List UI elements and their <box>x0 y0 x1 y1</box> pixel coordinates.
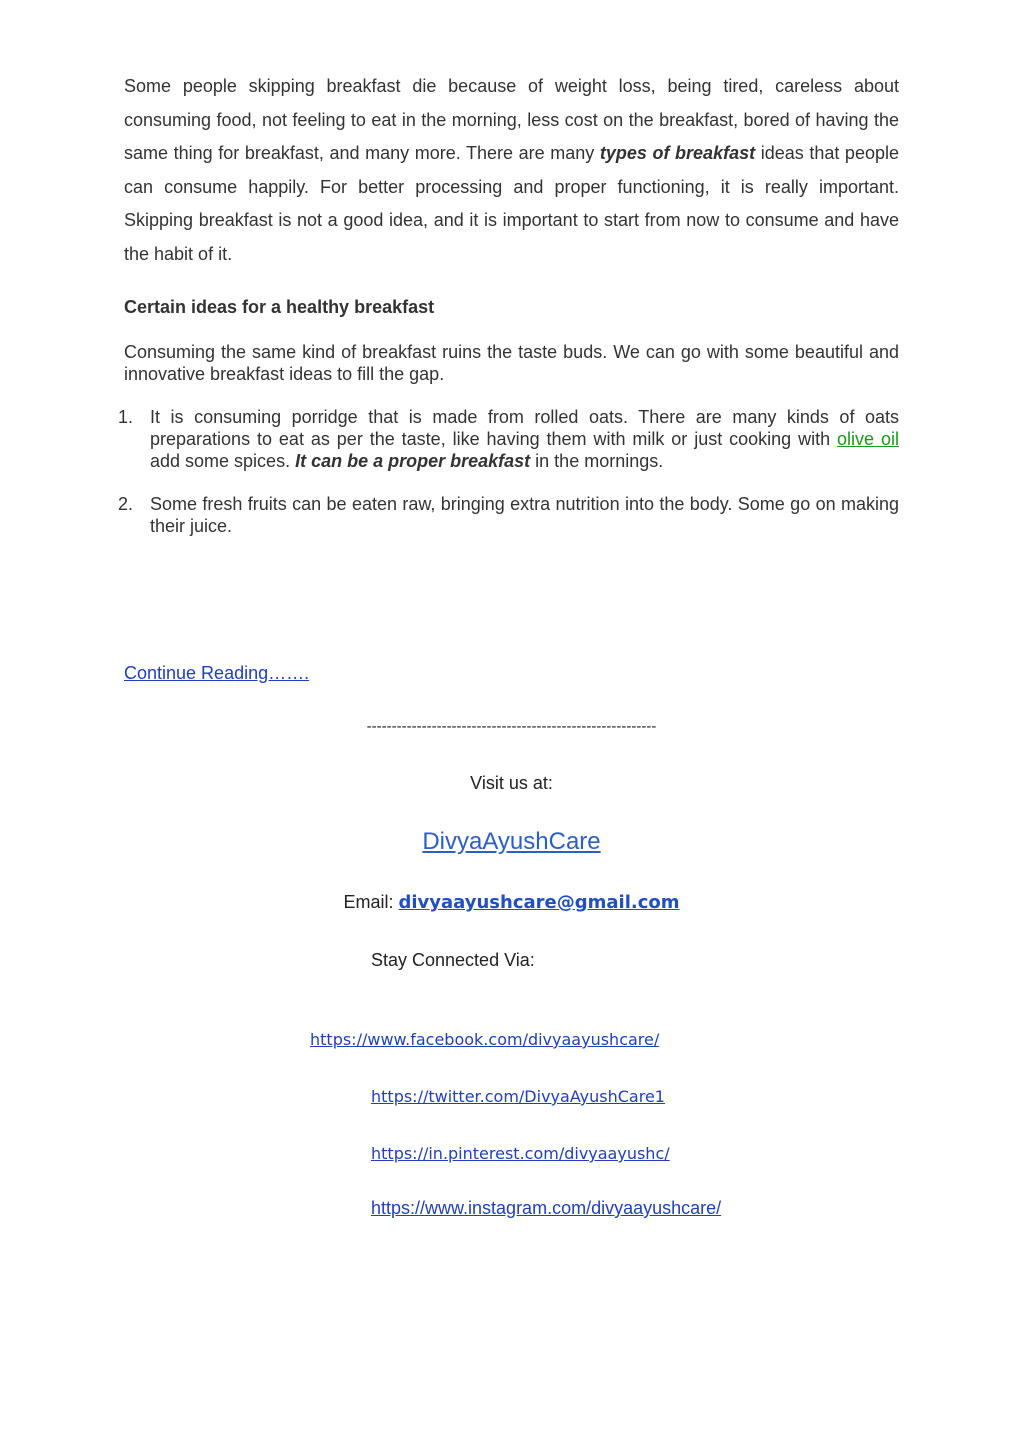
visit-label: Visit us at: <box>470 773 553 793</box>
list-item <box>118 493 899 537</box>
list-item-text <box>150 406 899 472</box>
email-label: Email: <box>343 892 399 912</box>
list-text-part2: add some spices. <box>150 451 296 471</box>
email-link[interactable]: divyaayushcare@gmail.com <box>398 892 680 913</box>
email-row <box>0 892 1023 913</box>
intro-text-part1: Some people skipping breakfast die because of weight loss, being tired, careless about consuming food, not feeling to eat in the morning, less cost on the breakfast, bored of having the same thing for breakfast, and many more. There are many <box>124 76 899 164</box>
brand-link[interactable]: DivyaAyushCare <box>422 828 601 855</box>
brand-row <box>0 828 1023 856</box>
list-text-part1: It is consuming porridge that is made from rolled oats. There are many kinds of oats preparations to eat as per the taste, like having them with milk or just cooking with <box>150 407 899 449</box>
section-paragraph: Consuming the same kind of breakfast ruins the taste buds. We can go with some beautiful and innovative breakfast ideas to fill the gap. <box>124 342 899 384</box>
stay-connected-label: Stay Connected Via: <box>371 950 535 970</box>
facebook-link[interactable]: https://www.facebook.com/divyaayushcare/ <box>310 1030 660 1049</box>
continue-reading-link[interactable]: Continue Reading……. <box>124 663 310 683</box>
section-heading: Certain ideas for a healthy breakfast <box>124 297 435 317</box>
olive-oil-link[interactable]: olive oil <box>837 429 899 449</box>
list-item-text: Some fresh fruits can be eaten raw, bringing extra nutrition into the body. Some go on making their juice. <box>150 494 899 536</box>
intro-text-part2: ideas that people can consume happily. For better processing and proper functioning, it is really important. Skipping breakfast is not a good idea, and it is important to start from now to consume and have the habit of it. <box>124 143 899 264</box>
list-number: 2. <box>118 494 134 514</box>
list-emphasis: It can be a proper breakfast <box>295 451 531 471</box>
list-text-part3: in the mornings. <box>530 451 664 471</box>
instagram-link[interactable]: https://www.instagram.com/divyaayushcare/ <box>371 1198 722 1218</box>
twitter-link[interactable]: https://twitter.com/DivyaAyushCare1 <box>371 1087 665 1106</box>
intro-emphasis: types of breakfast <box>599 143 756 164</box>
pinterest-link[interactable]: https://in.pinterest.com/divyaayushc/ <box>371 1144 670 1163</box>
separator: ---------------------------------------------------------- <box>366 718 657 735</box>
list-item <box>118 406 899 472</box>
list-number: 1. <box>118 407 134 427</box>
intro-paragraph <box>124 70 899 272</box>
